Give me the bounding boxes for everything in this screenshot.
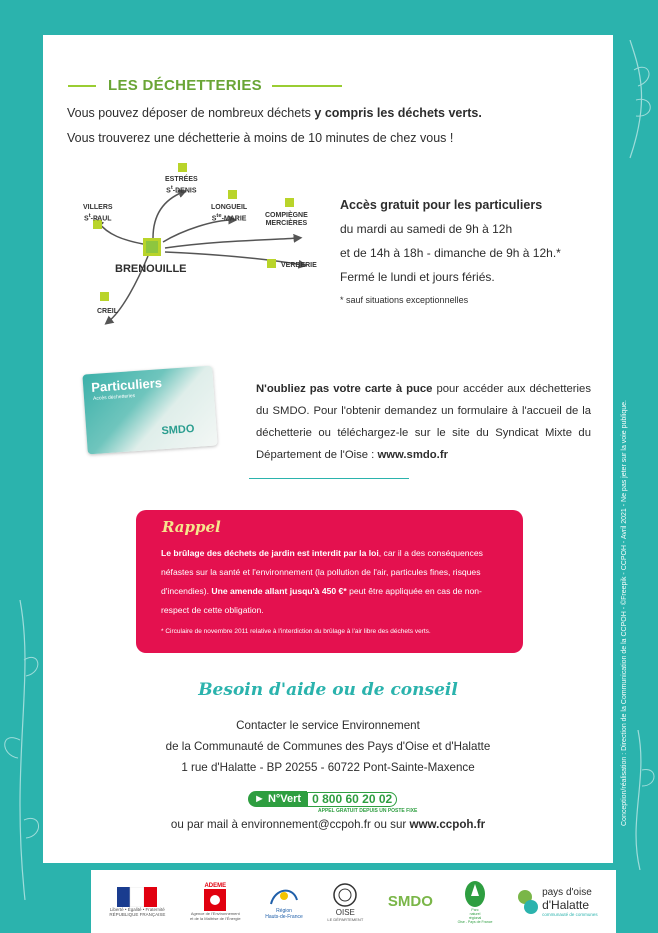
access-note: * sauf situations exceptionnelles (340, 295, 469, 305)
intro-text (67, 101, 482, 151)
card-title: Particuliers (90, 375, 163, 396)
rappel-text: , car il a des conséquences néfastes sur la santé et l'environnement (la pollution de l'air, particules fines, risques d'incendies). (161, 548, 483, 596)
map-label: ESTRÉES $S^t$-DENIS (165, 176, 198, 195)
oise-departement-logo: OISE LE DÉPARTEMENT (327, 882, 363, 922)
phone-number[interactable]: 0 800 60 20 02 (307, 792, 397, 807)
content-card (43, 35, 613, 863)
intro-line1: Vous pouvez déposer de nombreux déchets (67, 106, 315, 120)
help-line: 1 rue d'Halatte - BP 20255 - 60722 Pont-Sainte-Maxence (181, 761, 475, 774)
ccpoh-logo: pays d'oise d'Halatte communauté de communes (517, 887, 598, 917)
puce-text: pour accéder aux déchetteries du SMDO. Pour l'obtenir demandez un formulaire à l'accueil de la déchetterie ou téléchargez-le sur le site du Syndicat Mixte du Département de l'Oise : (256, 383, 591, 461)
card-subtitle: Accès déchetteries (92, 393, 136, 402)
smdo-logo: SMDO (387, 893, 433, 910)
map-hub-label: BRENOUILLE (115, 263, 187, 275)
republique-francaise-logo: Liberté • Égalité • Fraternité RÉPUBLIQUE FRANÇAISE (109, 887, 165, 917)
website-link[interactable]: www.ccpoh.fr (409, 818, 486, 831)
map-label: VILLERS $S^t$-PAUL (83, 204, 113, 223)
access-line: du mardi au samedi de 9h à 12h (340, 222, 513, 236)
map-marker (228, 190, 237, 199)
help-line: de la Communauté de Communes des Pays d'Oise et d'Halatte (165, 740, 491, 753)
map-marker (178, 163, 187, 172)
section-title: LES DÉCHETTERIES (108, 77, 262, 94)
smdo-link[interactable]: www.smdo.fr (377, 449, 448, 461)
access-heading: Accès gratuit pour les particuliers (340, 198, 543, 212)
title-rule-left (68, 85, 96, 87)
intro-line2: Vous trouverez une déchetterie à moins de 10 minutes de chez vous ! (67, 131, 454, 145)
map-marker (267, 259, 276, 268)
help-line: Contacter le service Environnement (236, 719, 420, 732)
contact-mail (43, 818, 613, 831)
rappel-text: peut être appliquée en cas de non-respect de cette obligation. (161, 586, 482, 615)
numero-vert[interactable] (248, 791, 397, 807)
map-label: COMPIÈGNE MERCIÈRES (265, 212, 308, 227)
access-line: Fermé le lundi et jours fériés. (340, 270, 495, 284)
help-heading: Besoin d'aide ou de conseil (198, 680, 458, 700)
ademe-logo: ADEME Agence de l'Environnement et de la Maîtrise de l'Énergie (190, 882, 241, 921)
rappel-bold: Une amende allant jusqu'à 450 €* (211, 586, 347, 596)
rappel-body (161, 544, 509, 620)
dechetteries-map (83, 160, 323, 330)
puce-bold: N'oubliez pas votre carte à puce (256, 383, 433, 395)
map-hub-marker (143, 238, 161, 256)
map-label: VERBERIE (281, 262, 317, 269)
map-arrows (83, 160, 323, 330)
rappel-footnote: * Circulaire de novembre 2011 relative à l'interdiction du brûlage à l'air libre des déchets verts. (161, 628, 431, 635)
map-label: LONGUEIL $S^{te}$-MARIE (211, 204, 248, 223)
rappel-bold: Le brûlage des déchets de jardin est interdit par la loi (161, 548, 379, 558)
partner-logos (91, 870, 616, 933)
help-contact (43, 715, 613, 778)
smart-card-image (82, 366, 217, 455)
parc-naturel-logo: Parc naturel régional Oise - Pays de France (458, 880, 493, 924)
region-hauts-de-france-logo: Région Hauts-de-France (265, 884, 303, 920)
map-marker (100, 292, 109, 301)
smart-card-text (256, 378, 591, 466)
title-rule-right (272, 85, 342, 87)
numero-vert-sub: APPEL GRATUIT DEPUIS UN POSTE FIXE (318, 808, 418, 814)
mail-text[interactable]: ou par mail à environnement@ccpoh.fr ou sur (170, 818, 410, 831)
rappel-heading: Rappel (162, 518, 221, 536)
intro-line1-bold: y compris les déchets verts. (314, 106, 482, 120)
numero-vert-label: ► N°Vert (248, 791, 307, 807)
access-line: et de 14h à 18h - dimanche de 9h à 12h.* (340, 246, 561, 260)
map-label: CREIL (97, 308, 118, 315)
divider (249, 478, 409, 479)
credit-text: Conception/réalisation : Direction de la Communication de la CCPOH - ©Freepik - CCPOH - Avril 2021 - Ne pas jeter sur la voie publique. (621, 400, 628, 826)
map-marker (285, 198, 294, 207)
card-brand: SMDO (161, 422, 195, 438)
rappel-box (136, 510, 523, 653)
section-header (68, 77, 342, 94)
leaf-decoration-left (0, 600, 45, 900)
access-info (340, 193, 561, 309)
